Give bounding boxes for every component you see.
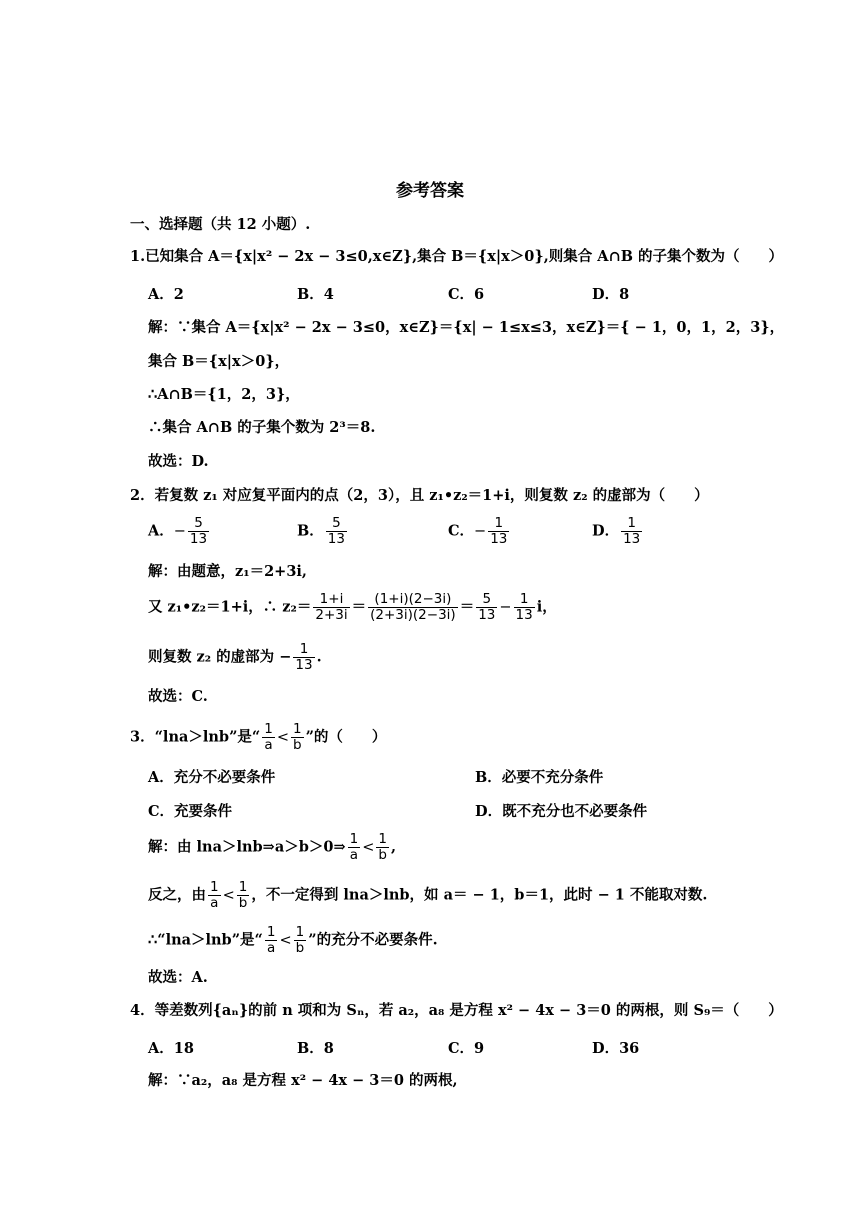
q3-solution-line: 解：由 lna＞lnb⇒a＞b＞0⇒ $\frac{1}{a}$ < $\frac{1}{b}$ , [148,831,397,863]
q1-option-c: C．6 [448,286,485,303]
q2-stem: 2．若复数 z₁ 对应复平面内的点（2，3），且 z₁•z₂＝1+i，则复数 z₂ 的虚部为（ ） [130,487,709,504]
q2-option-d: D． $\frac{1}{13}$ [592,515,641,547]
q3-option-b: B．必要不充分条件 [475,769,604,786]
q3-option-d: D．既不充分也不必要条件 [475,803,648,820]
q1-option-a: A．2 [148,286,184,303]
q1-solution-line: ∴集合 A∩B 的子集个数为 2³＝8. [148,419,376,436]
q2-option-b: B． $\frac{5}{13}$ [297,515,345,547]
q3-option-a: A．充分不必要条件 [148,769,276,786]
q2-solution-line: 解：由题意，z₁＝2+3i, [148,563,307,580]
q1-solution-line: 集合 B＝{x|x＞0}， [148,353,290,370]
q1-option-d: D．8 [592,286,630,303]
q1-option-b: B．4 [297,286,334,303]
q4-option-b: B．8 [297,1040,334,1057]
q1-stem: 1.已知集合 A＝{x|x² − 2x − 3≤0,x∈Z},集合 B＝{x|x＞0},则集合 A∩B 的子集个数为（ ） [130,248,784,265]
q1-solution-line: ∴A∩B＝{1，2，3}， [148,386,300,403]
q2-option-a: A．− $\frac{5}{13}$ [148,515,208,547]
q3-solution-line: 反之，由 $\frac{1}{a}$ < $\frac{1}{b}$ ，不一定得到 lna＞lnb，如 a＝ − 1，b＝1，此时 − 1 不能取对数. [148,879,708,911]
section-heading: 一、选择题（共 12 小题）. [130,216,311,233]
q4-option-d: D．36 [592,1040,640,1057]
q3-stem: 3．“lna＞lnb”是“ $\frac{1}{a}$ < $\frac{1}{b}$ ”的（ ） [130,721,387,753]
q4-option-c: C．9 [448,1040,485,1057]
q4-option-a: A．18 [148,1040,194,1057]
q2-answer: 故选：C. [148,688,208,705]
page-title: 参考答案 [396,181,464,201]
q4-solution-line: 解：∵a₂，a₈ 是方程 x² − 4x − 3＝0 的两根, [148,1072,458,1089]
q3-option-c: C．充要条件 [148,803,233,820]
q2-option-c: C．− $\frac{1}{13}$ [448,515,508,547]
q2-solution-line: 则复数 z₂ 的虚部为 − $\frac{1}{13}$ . [148,641,322,673]
q1-answer: 故选：D. [148,453,209,470]
q3-answer: 故选：A. [148,969,208,986]
q2-solution-line: 又 z₁•z₂＝1+i，∴ z₂＝ $\frac{1+i}{2+3i}$ ＝ $\frac{(1+i)(2-3i)}{(2+3i)(2-3i)}$ ＝ $\frac{5}{13}$ − $\frac{1}{13}$ i， [148,591,557,623]
q1-solution-line: 解：∵集合 A＝{x|x² − 2x − 3≤0，x∈Z}＝{x| − 1≤x≤3，x∈Z}＝{ − 1，0，1，2，3}， [148,319,785,336]
q3-solution-line: ∴“lna＞lnb”是“ $\frac{1}{a}$ < $\frac{1}{b}$ ”的充分不必要条件. [148,924,438,956]
q4-stem: 4．等差数列{aₙ}的前 n 项和为 Sₙ，若 a₂，a₈ 是方程 x² − 4x − 3＝0 的两根，则 S₉＝（ ） [130,1002,783,1019]
